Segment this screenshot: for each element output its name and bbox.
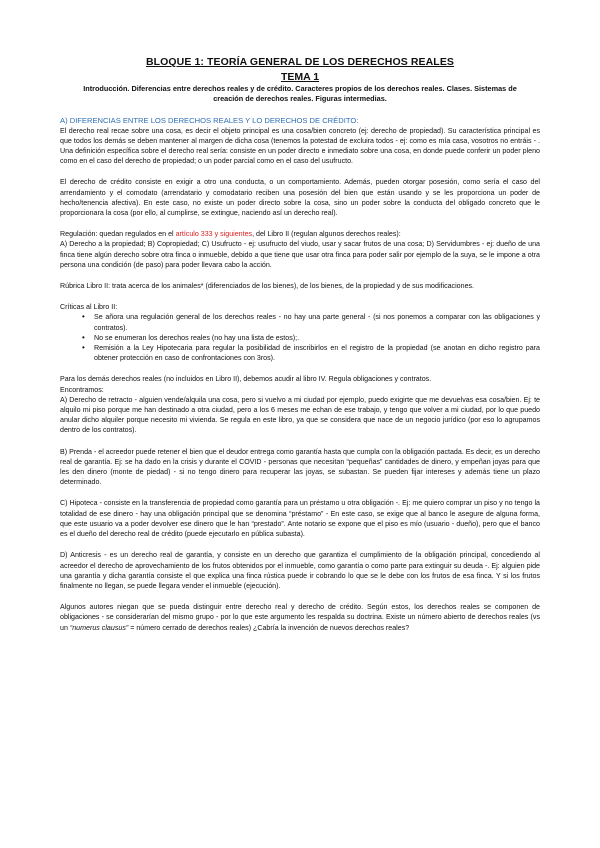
list-item: • No se enumeran los derechos reales (no hay una lista de estos);. bbox=[82, 333, 540, 343]
encontramos-label: Encontramos: bbox=[60, 385, 104, 394]
final-pre: Algunos autores niegan que se pueda distinguir entre derecho real y derecho de crédito. Según estos, los derechos reales se componen de obligaciones - se considerarían del mismo grupo - por lo que este argumento les respalda su doctrina. Existe un número abierto de derechos reales (vs un bbox=[60, 603, 540, 632]
document-title: BLOQUE 1: TEORÍA GENERAL DE LOS DERECHOS REALES bbox=[145, 56, 455, 68]
paragraph-otros: Para los demás derechos reales (no incluidos en Libro II), debemos acudir al libro IV. Regula obligaciones y contratos. bbox=[60, 375, 432, 384]
paragraph-anticresis: D) Anticresis - es un derecho real de garantía, y consiste en un derecho que garantiza el cumplimiento de la obligación principal, concediendo al acreedor el derecho de aprovechamiento de los frutos obtenidos por el inmueble, como garantía o como parte para extinguir su deuda -. Ej: alguien pide una garantía y dicha garantía consiste el que explica una finca rústica puede ir cobrando lo que se le debe con los frutos de esa finca. Y si los frutos finalmente no llegan, se puede llegara vender el inmueble (ejecución). bbox=[60, 551, 540, 590]
regulacion-pre: Regulación: quedan regulados en el bbox=[60, 230, 176, 239]
section-heading: A) DIFERENCIAS ENTRE LOS DERECHOS REALES Y LO DERECHOS DE CRÉDITO: bbox=[60, 115, 359, 125]
paragraph-rubrica: Rúbrica Libro II: trata acerca de los animales* (diferenciados de los bienes), de los bienes, de la propiedad y de sus modificaciones. bbox=[60, 282, 475, 291]
list-item: • Se añora una regulación general de los derechos reales - no hay una parte general - (si nos ponemos a comparar con las obligaciones y contratos). bbox=[82, 312, 540, 332]
paragraph-regulacion bbox=[60, 229, 540, 239]
document-subtitle: TEMA 1 bbox=[280, 71, 320, 83]
numerus-clausus: “numerus clausus” bbox=[69, 623, 129, 632]
paragraph-hipoteca: C) Hipoteca - consiste en la transferencia de propiedad como garantía para un préstamo u otra obligación -. Ej: me quiero comprar un piso y no tengo la totalidad de ese dinero - hay una obligación principal que se denomina “préstamo” - En este caso, se exige que al banco le asegure de alguna forma, que este usuario va a poder devolver ese dinero que le han “prestado”. Ante notario se expone que el piso es mío (usuario - dueño), pero que el banco es el dueño del derecho real de crédito (puede ejecutarlo en pública subasta). bbox=[60, 499, 540, 539]
final-post: = número cerrado de derechos reales) ¿Cabría la invención de nuevos derechos reales? bbox=[128, 623, 410, 632]
paragraph-derecho-real: El derecho real recae sobre una cosa, es decir el objeto principal es una cosa/bien concreto (ej: derecho de propiedad). Su característica principal es que todos los demás se deben mantener al margen de dicha cosa (tenemos la potestad de excluira todos - ej: como es mía casa, vosotros no entráis - . Una definición específica sobre el derecho real sería: consiste en un poder directo e inmediato sobre una cosa, en donde puede conferir un poder pleno como en el caso del derecho de propiedad; o un poder parcial como en el caso del usufructo. bbox=[60, 126, 540, 166]
paragraph-prenda: B) Prenda - el acreedor puede retener el bien que el deudor entrega como garantía hasta que cumpla con la obligación pactada. Es decir, es un derecho real de garantía. Ej: se ha dado en la crisis y durante el COVID - personas que necesitan “pequeñas” cantidades de dinero, y empeñan joyas para que les den dinero (monte de piedad) - si no tengo dinero para recuperar las joyas, se subastan. Se pueden fijar intereses y además tiene un plazo determinado. bbox=[60, 447, 540, 487]
criticas-list bbox=[60, 312, 540, 363]
paragraph-final bbox=[60, 602, 540, 633]
document-intro: Introducción. Diferencias entre derechos reales y de crédito. Caracteres propios de los derechos reales. Clases. Sistemas de creación de derechos reales. Figuras intermedias. bbox=[83, 84, 517, 103]
paragraph-derecho-credito: El derecho de crédito consiste en exigir a otro una conducta, o un comportamiento. Además, pueden otorgar posesión, como sería el caso del arrendamiento y el comodato (arrendatario y comodatario reciben una posesión del bien que están usando y se les proporciona un poder de hecho/tenencia afectiva). En este caso, no existe un poder directo sobre la cosa, sino un poder sobre la conducta del obligado concreto que le proporcionara la cosa (por ello, al cumplirse, se extingue, naciendo así un derecho real). bbox=[60, 178, 540, 218]
list-item: • Remisión a la Ley Hipotecaria para regular la posibilidad de inscribirlos en el registro de la propiedad (se anotan en dicho registro para obtener protección en caso de confrontaciones con 3ros). bbox=[82, 343, 540, 363]
criticas-title: Críticas al Libro II: bbox=[60, 303, 118, 312]
paragraph-retracto: A) Derecho de retracto - alguien vende/alquila una cosa, pero si vuelvo a mi ciudad por ejemplo, puedo exigirte que me devuelvas esa cosa/bien. Ej: te alquilo mi piso porque me han destinado a otra ciudad, pero a los 6 meses me echan de ese trabajo, y tengo que volver a mi ciudad, por lo que puedo anular dicho alquiler porque necesito mi vivienda. Se regula en este libro, ya que se considera que nace de un negocio jurídico (por eso lo agrupamos dentro de los contratos). bbox=[60, 395, 540, 435]
regulacion-post: , del Libro II (regulan algunos derechos reales): bbox=[252, 230, 401, 239]
article-reference: artículo 333 y siguientes bbox=[175, 230, 253, 239]
paragraph-regulacion-list: A) Derecho a la propiedad; B) Copropiedad; C) Usufructo - ej: usufructo del viudo, usar y sacar frutos de una cosa; D) Servidumbres - ej: dueño de una finca tiene algún derecho sobre otra finca o inmueble, debido a que tiene que usar otra finca para poder salir por ejemplo de la suya, se le impone a otra persona una condición (de paso) para poder llevara cabo la acción. bbox=[60, 240, 540, 269]
